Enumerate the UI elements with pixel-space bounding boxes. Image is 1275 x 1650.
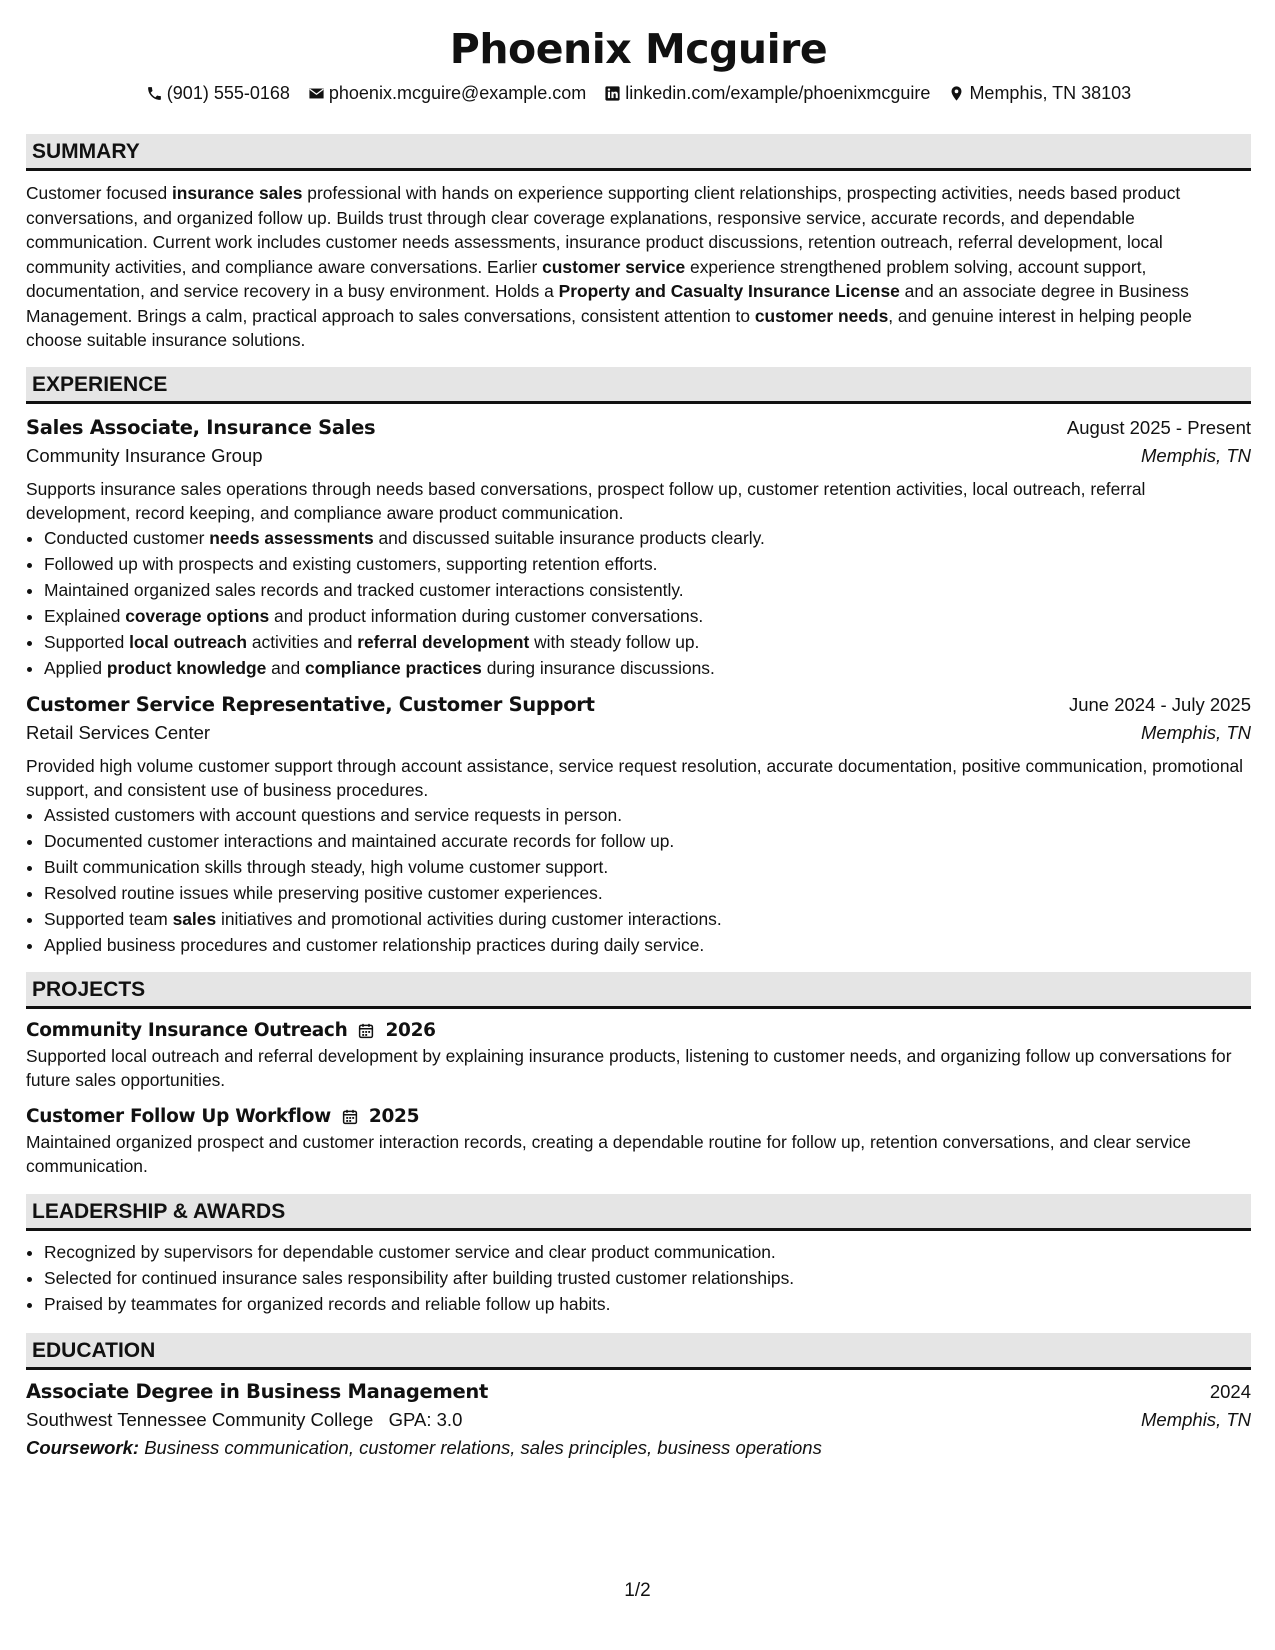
job-company: Community Insurance Group [26,444,263,466]
coursework-line [26,1434,1251,1462]
location-text: Memphis, TN 38103 [969,83,1132,103]
phone-icon [146,85,163,102]
page-number: 1/2 [624,1580,651,1601]
coursework-label: Coursework: [26,1436,140,1458]
job-dates: August 2025 - Present [1066,416,1251,438]
list-item: • Resolved routine issues while preserving positive customer experiences. [44,880,1251,906]
list-item: • Applied business procedures and customer relationship practices during daily service. [44,932,1251,958]
school-location: Memphis, TN [1141,1408,1251,1430]
job-location: Memphis, TN [1141,444,1251,466]
project-description: Maintained organized prospect and customer interaction records, creating a dependable routine for follow up, retention conversations, and clear service communication. [26,1131,1191,1176]
project-entry [26,1018,1251,1092]
leadership-list [26,1239,1251,1317]
degree-year: 2024 [1209,1380,1251,1402]
experience-heading: EXPERIENCE [26,367,1251,404]
contact-location [948,80,1131,106]
job-bullets [26,802,1251,958]
envelope-icon [308,85,325,102]
job-company: Retail Services Center [26,721,211,743]
list-item: • Applied product knowledge and compliance practices during insurance discussions. [44,655,1251,681]
job-entry [26,414,1251,681]
phone-text: (901) 555-0168 [166,83,290,103]
list-item: • Selected for continued insurance sales responsibility after building trusted customer relationships. [44,1265,1251,1291]
calendar-icon [341,1108,359,1126]
project-title: Customer Follow Up Workflow [26,1105,331,1127]
project-description: Supported local outreach and referral development by explaining insurance products, listening to customer needs, and organizing follow up conversations for future sales opportunities. [26,1045,1232,1090]
summary-heading: SUMMARY [26,134,1251,171]
list-item: • Followed up with prospects and existing customers, supporting retention efforts. [44,551,1251,577]
calendar-icon [357,1022,375,1040]
resume-page [26,0,1251,1462]
project-year: 2026 [385,1019,436,1041]
projects-heading: PROJECTS [26,972,1251,1009]
job-dates: June 2024 - July 2025 [1068,693,1251,715]
project-entry [26,1104,1251,1178]
degree-title: Associate Degree in Business Management [26,1379,489,1403]
job-title: Sales Associate, Insurance Sales [26,415,376,439]
job-location: Memphis, TN [1141,721,1251,743]
contact-email[interactable] [308,80,586,106]
list-item: • Explained coverage options and product information during customer conversations. [44,603,1251,629]
job-entry [26,691,1251,958]
project-year: 2025 [368,1105,420,1127]
job-description: Provided high volume customer support through account assistance, service request resolution, accurate documentation, positive communication, promotional support, and consistent use of business procedures. [26,755,1244,800]
summary-text: Customer focused insurance sales professional with hands on experience supporting client relationships, prospecting activities, needs based product conversations, and organized follow up. Builds trust through clear coverage explanations, responsive service, accurate records, and dependable communication. Current work includes customer needs assessments, insurance product discussions, retention outreach, referral development, local community activities, and compliance aware conversations. Earlier customer service experience strengthened problem solving, account support, documentation, and service recovery in a busy environment. Holds a Property and Casualty Insurance License and an associate degree in Business Management. Brings a calm, practical approach to sales conversations, consistent attention to customer needs, and genuine interest in helping people choose suitable insurance solutions. [26,183,1192,350]
coursework-text: Business communication, customer relations, sales principles, business operations [139,1436,822,1458]
list-item: • Supported local outreach activities and referral development with steady follow up. [44,629,1251,655]
list-item: • Assisted customers with account questions and service requests in person. [44,802,1251,828]
job-description: Supports insurance sales operations through needs based conversations, prospect follow up, customer retention activities, local outreach, referral development, record keeping, and compliance aware product communication. [26,478,1146,523]
project-title: Community Insurance Outreach [26,1019,348,1041]
job-bullets [26,525,1251,681]
school-name: Southwest Tennessee Community College [26,1408,374,1430]
list-item: • Conducted customer needs assessments and discussed suitable insurance products clearly. [44,525,1251,551]
list-item: • Recognized by supervisors for dependable customer service and clear product communication. [44,1239,1251,1265]
leadership-heading: LEADERSHIP & AWARDS [26,1194,1251,1231]
contact-phone [146,80,290,106]
candidate-name: Phoenix Mcguire [449,25,828,73]
list-item: • Supported team sales initiatives and promotional activities during customer interactions. [44,906,1251,932]
email-text: phoenix.mcguire@example.com [328,83,587,103]
list-item: • Maintained organized sales records and tracked customer interactions consistently. [44,577,1251,603]
gpa-text: GPA: 3.0 [388,1408,463,1430]
education-heading: EDUCATION [26,1333,1251,1370]
map-pin-icon [948,85,965,102]
linkedin-icon [604,85,621,102]
list-item: • Built communication skills through steady, high volume customer support. [44,854,1251,880]
list-item: • Documented customer interactions and maintained accurate records for follow up. [44,828,1251,854]
school-line [26,1406,462,1434]
contact-bar [26,80,1251,106]
linkedin-text: linkedin.com/example/phoenixmcguire [625,83,931,103]
list-item: • Praised by teammates for organized records and reliable follow up habits. [44,1291,1251,1317]
job-title: Customer Service Representative, Customer Support [26,692,595,716]
contact-linkedin[interactable] [604,80,930,106]
